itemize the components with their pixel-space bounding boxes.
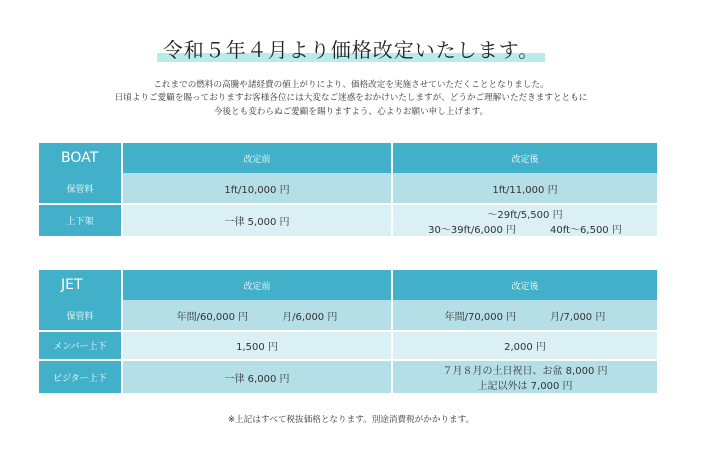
- jet-table-title: JET: [39, 270, 121, 300]
- intro-text: [0, 79, 702, 119]
- row-label: ビジター上下: [39, 361, 121, 393]
- price-after-part: 30～39ft/6,000 円: [428, 224, 517, 236]
- row-label: メンバー上下: [39, 332, 121, 361]
- page-title: 令和５年４月より価格改定いたします。: [157, 34, 545, 63]
- table-row: [39, 300, 657, 332]
- price-after: 2,000 円: [391, 332, 657, 361]
- price-after-line: ～29ft/5,500 円: [487, 209, 563, 221]
- jet-col-after: 改定後: [391, 270, 657, 300]
- price-before: 1ft/10,000 円: [121, 173, 391, 205]
- boat-col-before: 改定前: [121, 143, 391, 173]
- row-label: 上下架: [39, 205, 121, 236]
- row-label: 保管料: [39, 300, 121, 332]
- price-after-cell: [391, 300, 657, 332]
- price-after-line: [393, 221, 657, 236]
- price-after-line: ７月８月の土日祝日、お盆 8,000 円: [442, 366, 608, 377]
- price-after-part: 月/7,000 円: [550, 311, 606, 323]
- boat-col-after: 改定後: [391, 143, 657, 173]
- boat-price-table: [39, 143, 657, 236]
- intro-line: 今後とも変わらぬご愛顧を賜りますよう、心よりお願い申し上げます。: [213, 106, 489, 117]
- price-after-part: 40ft～6,500 円: [550, 224, 622, 236]
- price-before-part: 年間/60,000 円: [176, 311, 249, 323]
- price-after-cell: [391, 361, 657, 393]
- price-after: 1ft/11,000 円: [391, 173, 657, 205]
- table-row: [39, 173, 657, 205]
- price-after-part: 年間/70,000 円: [444, 311, 517, 323]
- price-before: 1,500 円: [121, 332, 391, 361]
- price-after-line: 上記以外は 7,000 円: [477, 381, 573, 392]
- price-before: 一律 6,000 円: [121, 361, 391, 393]
- intro-line: これまでの燃料の高騰や諸経費の値上がりにより、価格改定を実施させていただくこととなりました。: [153, 80, 549, 90]
- price-after-cell: [391, 205, 657, 236]
- boat-table-title: BOAT: [39, 143, 121, 173]
- table-row: [39, 361, 657, 393]
- price-before-part: 月/6,000 円: [282, 311, 338, 323]
- footnote: ※上記はすべて税抜価格となります。別途消費税がかかります。: [227, 415, 475, 425]
- jet-col-before: 改定前: [121, 270, 391, 300]
- headline-wrap: [0, 34, 702, 63]
- price-before-cell: [121, 300, 391, 332]
- price-before: 一律 5,000 円: [121, 205, 391, 236]
- jet-price-table: [39, 270, 657, 393]
- intro-line: 日頃よりご愛顧を賜っておりますお客様各位には大変なご迷惑をおかけいたしますが、どうかご理解いただきますとともに: [114, 93, 588, 104]
- table-row: [39, 205, 657, 236]
- table-row: [39, 332, 657, 361]
- row-label: 保管料: [39, 173, 121, 205]
